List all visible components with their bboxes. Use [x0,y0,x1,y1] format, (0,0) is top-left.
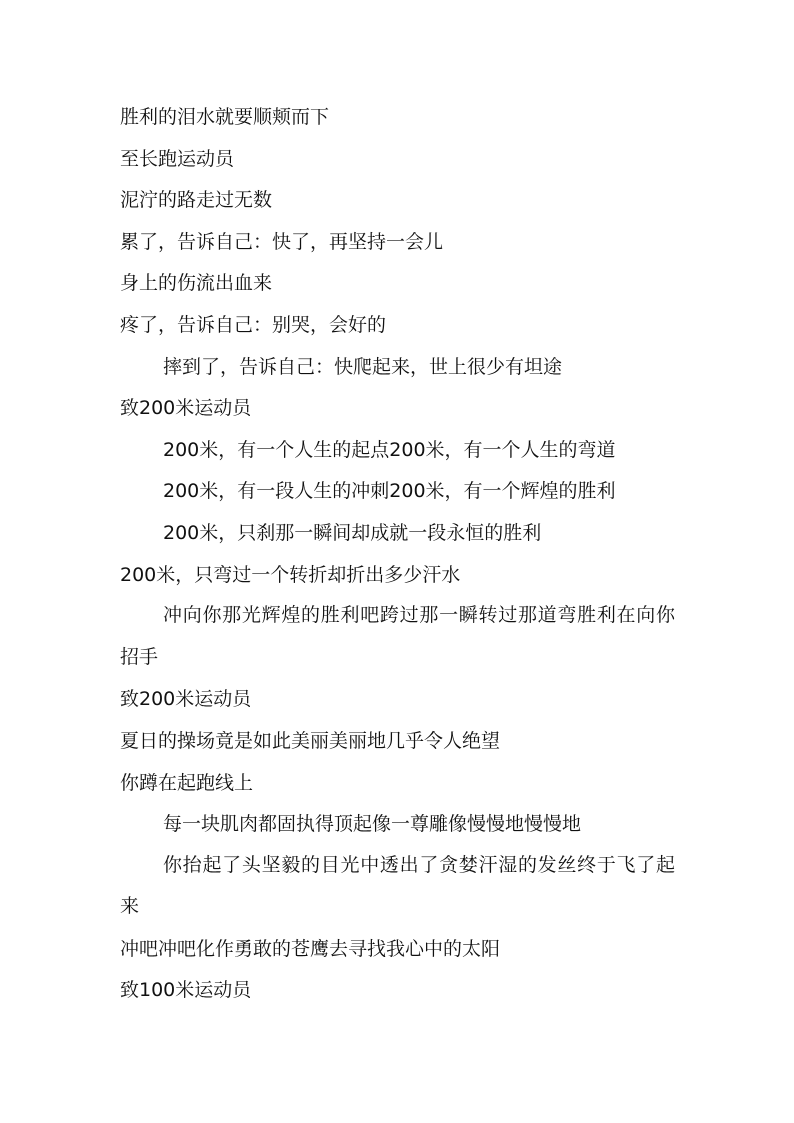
text-line: 200米，有一个人生的起点200米，有一个人生的弯道 [163,438,616,461]
text-paragraph: 冲向你那光辉煌的胜利吧跨过那一瞬转过那道弯胜利在向你招手 [120,604,675,668]
text-line: 累了，告诉自己：快了，再坚持一会儿 [120,230,444,253]
text-line: 冲吧冲吧化作勇敢的苍鹰去寻找我心中的太阳 [120,937,501,960]
text-line: 200米，只弯过一个转折却折出多少汗水 [120,563,461,586]
text-line: 摔到了，告诉自己：快爬起来，世上很少有坦途 [163,355,563,378]
document-body [120,102,675,1017]
section-heading: 致200米运动员 [120,397,252,420]
section-heading: 致100米运动员 [120,979,252,1002]
section-heading: 致200米运动员 [120,688,252,711]
text-line: 疼了，告诉自己：别哭，会好的 [120,313,387,336]
text-line: 你蹲在起跑线上 [120,771,254,794]
text-line: 夏日的操场竟是如此美丽美丽地几乎令人绝望 [120,729,501,752]
text-line: 至长跑运动员 [120,147,235,170]
text-line: 泥泞的路走过无数 [120,189,273,212]
text-paragraph: 你抬起了头坚毅的目光中透出了贪婪汗湿的发丝终于飞了起来 [120,853,675,918]
text-line: 身上的伤流出血来 [120,272,273,295]
text-line: 200米，有一段人生的冲刺200米，有一个辉煌的胜利 [163,480,616,503]
text-line: 200米，只刹那一瞬间却成就一段永恒的胜利 [163,521,542,544]
text-line: 每一块肌肉都固执得顶起像一尊雕像慢慢地慢慢地 [163,813,582,836]
text-line: 胜利的泪水就要顺颊而下 [120,106,330,128]
